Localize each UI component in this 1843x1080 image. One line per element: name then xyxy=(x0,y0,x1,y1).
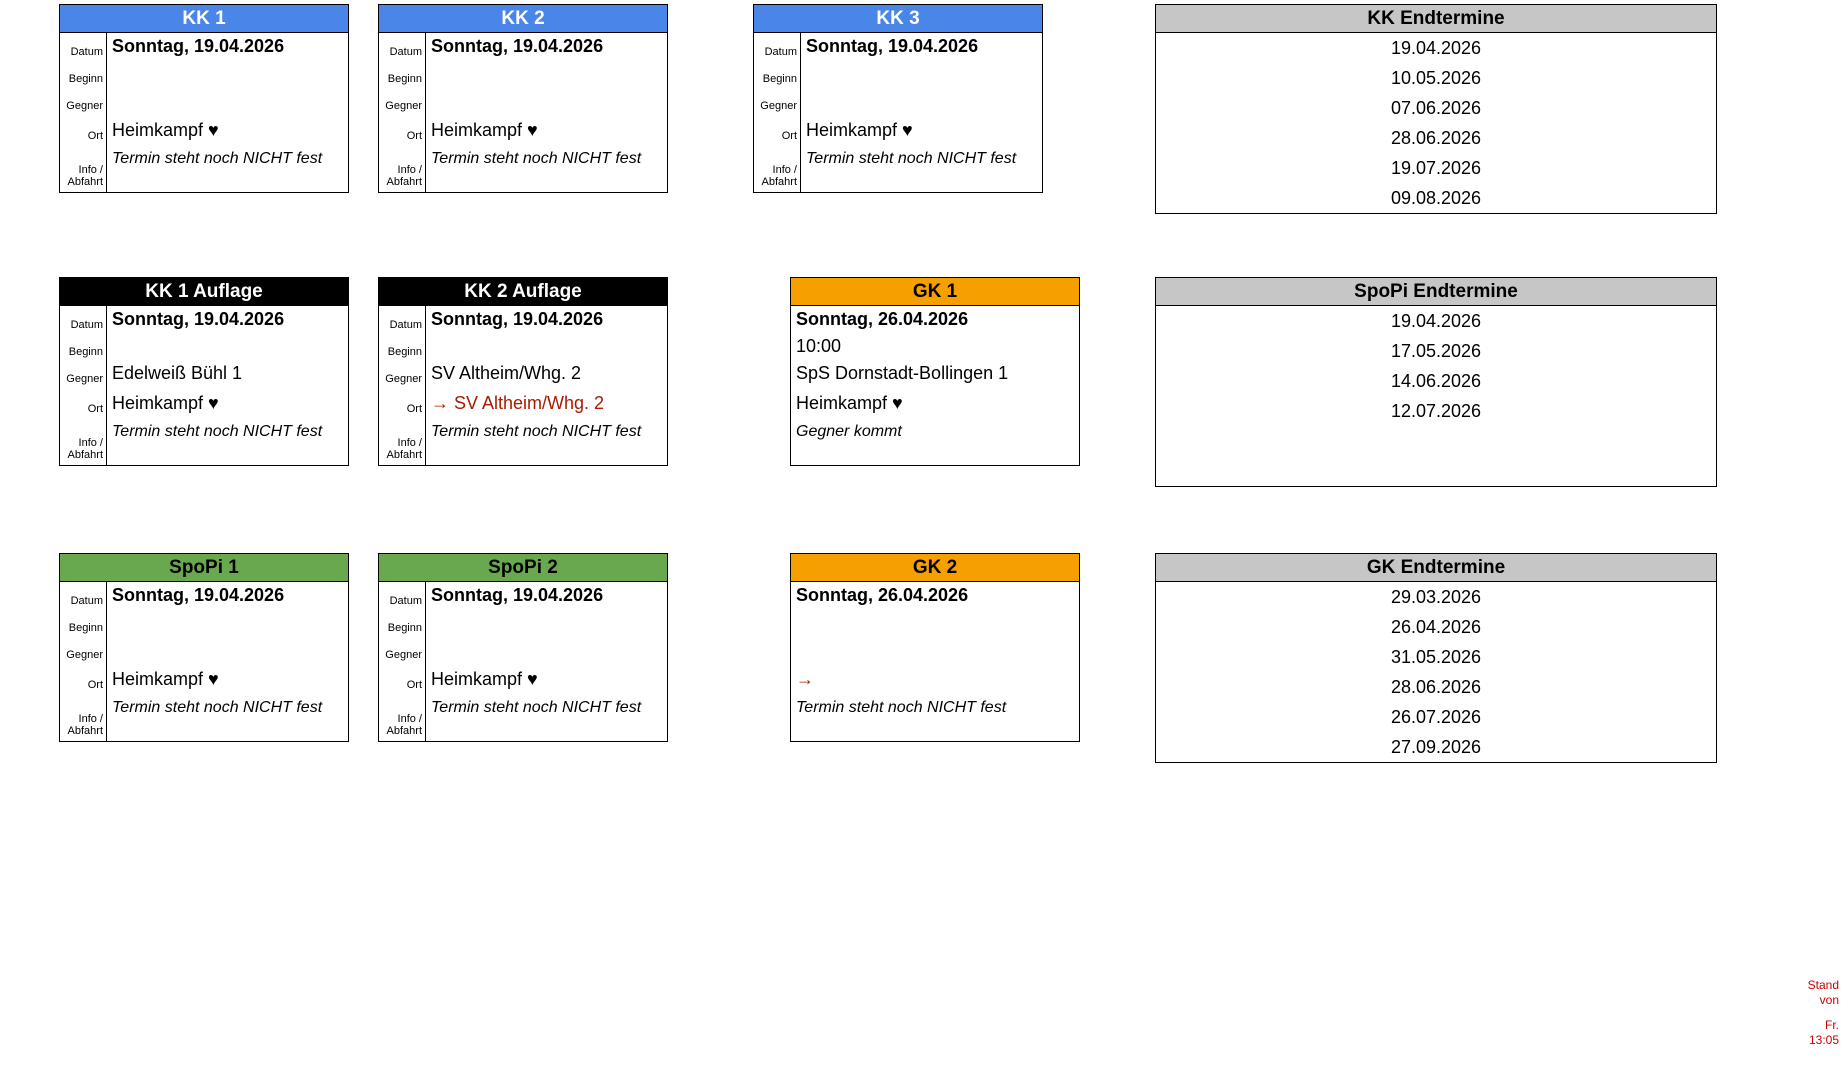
row-beginn xyxy=(791,609,1079,636)
row-ort xyxy=(60,663,348,697)
value-gegner: SpS Dornstadt-Bollingen 1 xyxy=(796,363,1009,383)
value-gegner: SV Altheim/Whg. 2 xyxy=(431,363,582,383)
row-label-info-line2: Abfahrt xyxy=(67,176,103,188)
row-label-datum: Datum xyxy=(60,306,107,333)
match-card[interactable] xyxy=(790,277,1080,466)
row-ort xyxy=(60,114,348,148)
row-ort xyxy=(379,663,667,697)
row-label-info-line2: Abfahrt xyxy=(386,176,422,188)
match-card[interactable] xyxy=(378,277,668,466)
value-datum: Sonntag, 19.04.2026 xyxy=(431,585,604,605)
row-ort xyxy=(379,114,667,148)
value-gegner: Edelweiß Bühl 1 xyxy=(112,363,243,383)
row-datum xyxy=(379,582,667,609)
row-label-beginn: Beginn xyxy=(379,60,426,87)
card-rows xyxy=(60,306,348,465)
row-label-info-line2: Abfahrt xyxy=(761,176,797,188)
row-label-info-line1: Info / xyxy=(397,437,422,449)
row-label-ort: Ort xyxy=(754,114,801,148)
value-datum: Sonntag, 19.04.2026 xyxy=(431,309,604,329)
stamp-line-3: Fr. xyxy=(1825,1018,1839,1032)
value-info: Termin steht noch NICHT fest xyxy=(431,699,642,716)
row-gegner xyxy=(60,87,348,114)
match-card[interactable] xyxy=(753,4,1043,193)
row-label-gegner: Gegner xyxy=(379,360,426,387)
match-card[interactable] xyxy=(59,4,349,193)
row-label-info-line2: Abfahrt xyxy=(67,725,103,737)
deadline-row: 28.06.2026 xyxy=(1390,677,1482,697)
card-rows xyxy=(791,306,1079,465)
value-ort: → SV Altheim/Whg. 2 xyxy=(431,393,605,413)
row-label-info-line1: Info / xyxy=(78,164,103,176)
row-label-ort: Ort xyxy=(379,663,426,697)
row-label-datum: Datum xyxy=(379,33,426,60)
row-beginn xyxy=(60,60,348,87)
card-title: KK 1 Auflage xyxy=(60,278,348,306)
row-beginn xyxy=(379,60,667,87)
deadline-row: 12.07.2026 xyxy=(1390,401,1482,421)
value-datum: Sonntag, 19.04.2026 xyxy=(806,36,979,56)
row-label-gegner: Gegner xyxy=(60,87,107,114)
card-title: SpoPi 2 xyxy=(379,554,667,582)
deadline-table xyxy=(1155,4,1717,214)
deadline-row: 07.06.2026 xyxy=(1390,98,1482,118)
card-rows xyxy=(379,582,667,741)
row-ort xyxy=(791,663,1079,697)
value-ort: Heimkampf ♥ xyxy=(431,669,538,689)
row-label-ort: Ort xyxy=(60,114,107,148)
row-label-gegner: Gegner xyxy=(379,87,426,114)
row-label-gegner: Gegner xyxy=(60,360,107,387)
card-title: KK 2 xyxy=(379,5,667,33)
card-rows xyxy=(379,306,667,465)
value-info: Termin steht noch NICHT fest xyxy=(806,150,1017,167)
card-rows xyxy=(60,33,348,192)
deadline-row: 19.04.2026 xyxy=(1390,38,1482,58)
deadline-table xyxy=(1155,553,1717,763)
value-info: Termin steht noch NICHT fest xyxy=(112,423,323,440)
row-gegner xyxy=(379,87,667,114)
match-card[interactable] xyxy=(59,553,349,742)
row-label-datum: Datum xyxy=(379,306,426,333)
row-gegner xyxy=(60,360,348,387)
match-card[interactable] xyxy=(378,4,668,193)
row-label-info-line1: Info / xyxy=(772,164,797,176)
row-label-datum: Datum xyxy=(379,582,426,609)
row-ort xyxy=(791,387,1079,421)
card-rows xyxy=(60,582,348,741)
row-label-info-line1: Info / xyxy=(397,164,422,176)
deadline-row: 31.05.2026 xyxy=(1390,647,1482,667)
row-info xyxy=(60,697,348,741)
row-info xyxy=(791,697,1079,741)
row-label-info xyxy=(60,421,107,465)
row-beginn xyxy=(379,333,667,360)
deadline-row xyxy=(1156,426,1716,456)
row-label-gegner: Gegner xyxy=(379,636,426,663)
deadline-row: 27.09.2026 xyxy=(1390,737,1482,757)
deadline-row: 26.04.2026 xyxy=(1390,617,1482,637)
row-gegner xyxy=(791,636,1079,663)
deadline-row xyxy=(1156,456,1716,486)
row-label-ort: Ort xyxy=(379,387,426,421)
row-label-info-line2: Abfahrt xyxy=(386,725,422,737)
row-label-info xyxy=(379,148,426,192)
row-label-info-line1: Info / xyxy=(397,713,422,725)
value-datum: Sonntag, 26.04.2026 xyxy=(796,309,969,329)
row-ort xyxy=(379,387,667,421)
row-ort xyxy=(60,387,348,421)
stamp-line-1: Stand xyxy=(1807,978,1839,992)
deadline-row: 29.03.2026 xyxy=(1390,587,1482,607)
row-datum xyxy=(379,306,667,333)
row-label-beginn: Beginn xyxy=(379,609,426,636)
row-beginn xyxy=(60,333,348,360)
row-label-beginn: Beginn xyxy=(60,60,107,87)
value-info: Termin steht noch NICHT fest xyxy=(431,423,642,440)
value-datum: Sonntag, 19.04.2026 xyxy=(112,36,285,56)
card-rows xyxy=(754,33,1042,192)
card-title: GK 1 xyxy=(791,278,1079,306)
card-title: SpoPi 1 xyxy=(60,554,348,582)
row-beginn xyxy=(754,60,1042,87)
row-label-datum: Datum xyxy=(60,582,107,609)
deadline-table-title: KK Endtermine xyxy=(1156,5,1716,33)
row-datum xyxy=(60,306,348,333)
row-gegner xyxy=(754,87,1042,114)
value-datum: Sonntag, 19.04.2026 xyxy=(112,309,285,329)
row-info xyxy=(379,421,667,465)
deadline-row: 26.07.2026 xyxy=(1390,707,1482,727)
value-info: Termin steht noch NICHT fest xyxy=(112,699,323,716)
value-ort: Heimkampf ♥ xyxy=(112,669,219,689)
row-label-info-line1: Info / xyxy=(78,437,103,449)
row-label-info-line2: Abfahrt xyxy=(67,449,103,461)
row-datum xyxy=(60,582,348,609)
row-info xyxy=(379,148,667,192)
value-ort: Heimkampf ♥ xyxy=(431,120,538,140)
deadline-row: 28.06.2026 xyxy=(1390,128,1482,148)
row-label-gegner: Gegner xyxy=(754,87,801,114)
value-info: Termin steht noch NICHT fest xyxy=(796,699,1007,716)
row-info xyxy=(791,421,1079,465)
card-title: GK 2 xyxy=(791,554,1079,582)
value-info: Termin steht noch NICHT fest xyxy=(112,150,323,167)
row-info xyxy=(379,697,667,741)
value-datum: Sonntag, 19.04.2026 xyxy=(112,585,285,605)
row-label-ort: Ort xyxy=(60,663,107,697)
row-datum xyxy=(60,33,348,60)
stamp-spacer xyxy=(1808,1008,1839,1018)
value-datum: Sonntag, 19.04.2026 xyxy=(431,36,604,56)
status-stamp xyxy=(1808,978,1839,1048)
row-info xyxy=(60,421,348,465)
row-datum xyxy=(754,33,1042,60)
deadline-table-body xyxy=(1156,306,1716,486)
value-info: Gegner kommt xyxy=(796,423,902,440)
row-beginn xyxy=(60,609,348,636)
deadline-row: 19.07.2026 xyxy=(1390,158,1482,178)
row-gegner xyxy=(379,636,667,663)
row-info xyxy=(754,148,1042,192)
row-label-ort: Ort xyxy=(60,387,107,421)
deadline-row: 19.04.2026 xyxy=(1390,311,1482,331)
value-info: Termin steht noch NICHT fest xyxy=(431,150,642,167)
deadline-table-title: SpoPi Endtermine xyxy=(1156,278,1716,306)
row-label-info-line2: Abfahrt xyxy=(386,449,422,461)
row-label-info xyxy=(379,697,426,741)
card-title: KK 3 xyxy=(754,5,1042,33)
match-card[interactable] xyxy=(378,553,668,742)
value-ort: → xyxy=(796,669,814,689)
value-datum: Sonntag, 26.04.2026 xyxy=(796,585,969,605)
row-label-info xyxy=(60,697,107,741)
deadline-table-title: GK Endtermine xyxy=(1156,554,1716,582)
row-label-info xyxy=(379,421,426,465)
deadline-table-body xyxy=(1156,33,1716,213)
value-ort: Heimkampf ♥ xyxy=(806,120,913,140)
row-label-datum: Datum xyxy=(60,33,107,60)
value-beginn: 10:00 xyxy=(796,336,842,356)
row-info xyxy=(60,148,348,192)
row-label-ort: Ort xyxy=(379,114,426,148)
card-title: KK 2 Auflage xyxy=(379,278,667,306)
deadline-table xyxy=(1155,277,1717,487)
stamp-line-2: von xyxy=(1819,993,1839,1007)
card-title: KK 1 xyxy=(60,5,348,33)
value-ort: Heimkampf ♥ xyxy=(112,120,219,140)
row-label-beginn: Beginn xyxy=(379,333,426,360)
row-ort xyxy=(754,114,1042,148)
row-label-gegner: Gegner xyxy=(60,636,107,663)
card-rows xyxy=(791,582,1079,741)
card-rows xyxy=(379,33,667,192)
row-datum xyxy=(791,306,1079,333)
deadline-row: 10.05.2026 xyxy=(1390,68,1482,88)
row-datum xyxy=(379,33,667,60)
row-label-beginn: Beginn xyxy=(754,60,801,87)
row-label-datum: Datum xyxy=(754,33,801,60)
row-label-info xyxy=(60,148,107,192)
row-beginn xyxy=(791,333,1079,360)
row-label-info xyxy=(754,148,801,192)
row-gegner xyxy=(791,360,1079,387)
row-label-beginn: Beginn xyxy=(60,333,107,360)
deadline-row: 17.05.2026 xyxy=(1390,341,1482,361)
value-ort: Heimkampf ♥ xyxy=(112,393,219,413)
row-gegner xyxy=(379,360,667,387)
row-beginn xyxy=(379,609,667,636)
stamp-line-4: 13:05 xyxy=(1808,1033,1839,1047)
match-card[interactable] xyxy=(59,277,349,466)
row-datum xyxy=(791,582,1079,609)
deadline-row: 09.08.2026 xyxy=(1390,188,1482,208)
deadline-table-body xyxy=(1156,582,1716,762)
value-ort: Heimkampf ♥ xyxy=(796,393,903,413)
row-label-beginn: Beginn xyxy=(60,609,107,636)
row-gegner xyxy=(60,636,348,663)
deadline-row: 14.06.2026 xyxy=(1390,371,1482,391)
row-label-info-line1: Info / xyxy=(78,713,103,725)
match-card[interactable] xyxy=(790,553,1080,742)
